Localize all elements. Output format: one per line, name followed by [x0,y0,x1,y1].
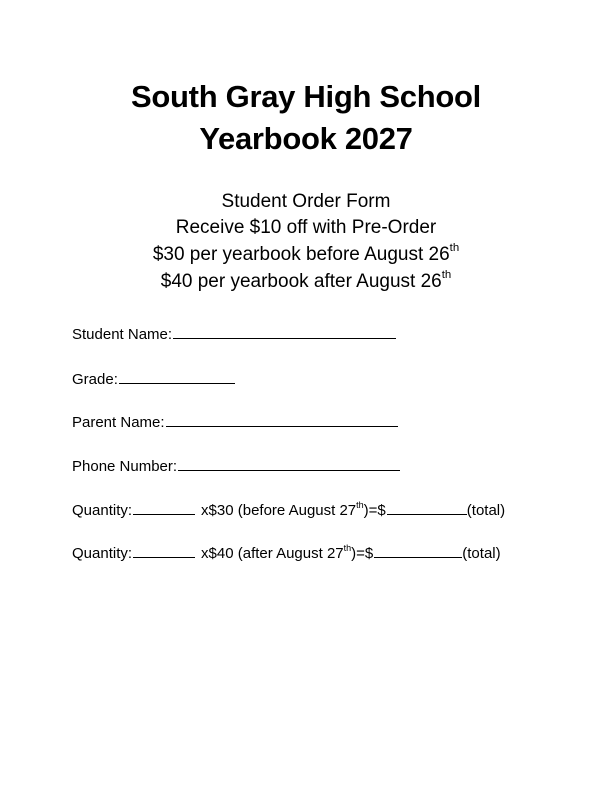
school-name-heading: South Gray High School [131,79,481,114]
rate-after-text: x$40 (after August 27 [201,545,344,562]
quantity-label: Quantity: [72,502,133,519]
total-after-blank[interactable] [374,543,462,558]
rate-before-text: x$30 (before August 27 [201,502,357,519]
quantity-before-blank[interactable] [133,500,195,515]
quantity-after-blank[interactable] [133,543,195,558]
rate-after-sup: th [343,542,352,553]
yearbook-title-heading: Yearbook 2027 [199,121,413,156]
total-before-blank[interactable] [387,500,467,515]
parent-name-row [72,412,398,433]
price-after-text [0,269,612,295]
equals-text: )=$ [363,502,386,519]
price-after-sup: th [441,268,452,281]
total-label: (total) [466,502,506,519]
grade-row [72,369,235,390]
phone-label: Phone Number: [72,458,178,475]
student-name-row [72,324,396,345]
price-before-text [0,242,612,268]
grade-blank[interactable] [119,369,235,384]
quantity-row-before [72,500,505,521]
price-before-sup: th [449,241,460,254]
price-after-main: $40 per yearbook after August 26 [160,271,442,292]
quantity-row-after [72,543,501,564]
price-before-main: $30 per yearbook before August 26 [152,244,450,265]
student-name-blank[interactable] [173,324,396,339]
grade-label: Grade: [72,371,118,388]
discount-text: Receive $10 off with Pre-Order [175,217,437,238]
student-name-label: Student Name: [72,326,173,343]
phone-blank[interactable] [178,456,400,471]
equals-text: )=$ [351,545,374,562]
quantity-label: Quantity: [72,545,133,562]
phone-row [72,456,400,477]
rate-before-sup: th [356,499,364,510]
parent-name-label: Parent Name: [72,414,165,431]
form-title: Student Order Form [221,191,391,212]
total-label: (total) [462,545,501,562]
parent-name-blank[interactable] [166,412,398,427]
